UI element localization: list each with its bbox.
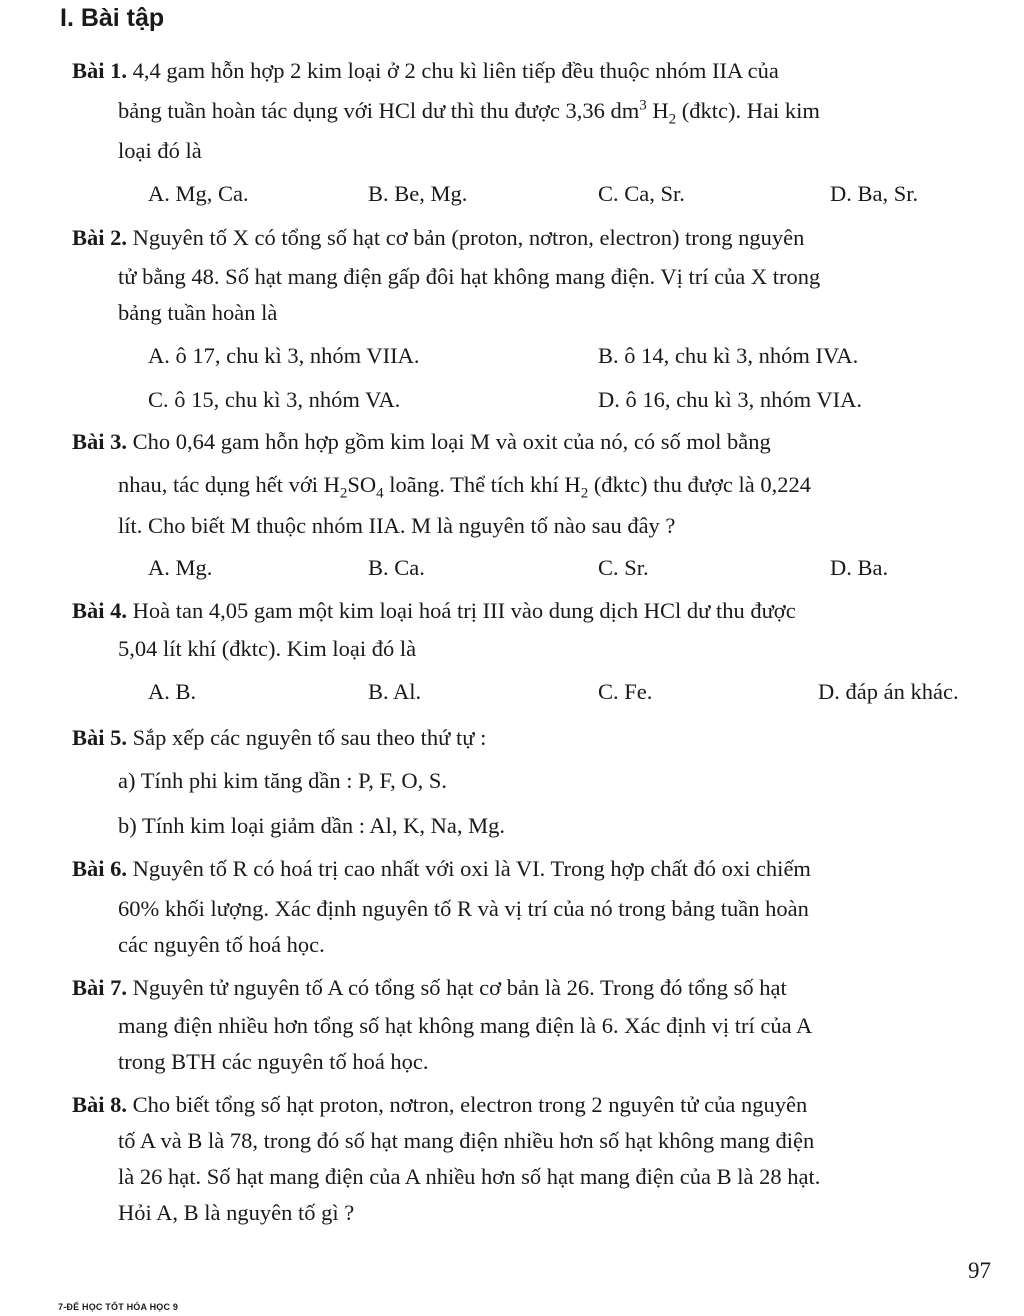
- exercise-4-label: Bài 4.: [72, 598, 128, 623]
- exercise-3-sub-3: 2: [580, 485, 589, 502]
- exercise-7-line-2: mang điện nhiều hơn tổng số hạt không mang điện là 6. Xác định vị trí của A: [118, 1013, 813, 1038]
- exercise-2-option-d: D. ô 16, chu kì 3, nhóm VIA.: [598, 387, 862, 412]
- exercise-3-text: Cho 0,64 gam hỗn hợp gồm kim loại M và oxit của nó, có số mol bằng: [132, 429, 771, 454]
- exercise-6-line-2: 60% khối lượng. Xác định nguyên tố R và vị trí của nó trong bảng tuần hoàn: [118, 896, 809, 921]
- exercise-6-label: Bài 6.: [72, 856, 128, 881]
- exercise-8-line-1: [72, 1094, 807, 1117]
- exercise-4-option-c: C. Fe.: [598, 679, 653, 704]
- exercise-1-sub: 2: [668, 111, 677, 128]
- exercise-1-option-d: D. Ba, Sr.: [830, 181, 919, 206]
- exercise-2-option-c: C. ô 15, chu kì 3, nhóm VA.: [148, 387, 401, 412]
- exercise-3-text-c: loãng. Thể tích khí H: [383, 472, 581, 497]
- exercise-3-line-2: [118, 472, 811, 502]
- exercise-3-option-c: C. Sr.: [598, 555, 649, 580]
- exercise-7-line-1: [72, 977, 787, 1000]
- exercise-3-option-a: A. Mg.: [148, 555, 213, 580]
- exercise-3-label: Bài 3.: [72, 429, 128, 454]
- exercise-8-label: Bài 8.: [72, 1092, 128, 1117]
- exercise-3-text-b: SO: [347, 472, 377, 497]
- exercise-3-sub-1: 2: [339, 485, 348, 502]
- exercise-8-text: Cho biết tổng số hạt proton, nơtron, electron trong 2 nguyên tử của nguyên: [132, 1092, 808, 1117]
- exercise-1-text-b: H: [646, 98, 669, 123]
- exercise-4-text: Hoà tan 4,05 gam một kim loại hoá trị III vào dung dịch HCl dư thu được: [132, 598, 796, 623]
- exercise-2-option-a: A. ô 17, chu kì 3, nhóm VIIA.: [148, 343, 420, 368]
- exercise-7-text: Nguyên tử nguyên tố A có tổng số hạt cơ bản là 26. Trong đó tổng số hạt: [132, 975, 787, 1000]
- exercise-1-option-b: B. Be, Mg.: [368, 181, 468, 206]
- exercise-7-label: Bài 7.: [72, 975, 128, 1000]
- exercise-1-text-a: bảng tuần hoàn tác dụng với HCl dư thì thu được 3,36 dm: [118, 98, 640, 123]
- exercise-5-part-b: b) Tính kim loại giảm dần : Al, K, Na, Mg.: [118, 813, 506, 838]
- exercise-4-line-2: 5,04 lít khí (đktc). Kim loại đó là: [118, 636, 417, 661]
- exercise-5-line-1: [72, 727, 486, 750]
- exercise-1-line-1: [72, 60, 779, 83]
- exercise-6-line-1: [72, 858, 811, 881]
- exercise-6-line-3: các nguyên tố hoá học.: [118, 932, 325, 957]
- exercise-5-part-a: a) Tính phi kim tăng dần : P, F, O, S.: [118, 768, 448, 793]
- exercise-1-sup: 3: [639, 97, 647, 114]
- exercise-1-option-a: A. Mg, Ca.: [148, 181, 249, 206]
- footer-text: 7-ĐỂ HỌC TỐT HÓA HỌC 9: [58, 1302, 179, 1312]
- exercise-2-line-2: tử bằng 48. Số hạt mang điện gấp đôi hạt không mang điện. Vị trí của X trong: [118, 264, 821, 289]
- exercise-8-line-3: là 26 hạt. Số hạt mang điện của A nhiều hơn số hạt mang điện của B là 28 hạt.: [118, 1164, 821, 1189]
- exercise-3-option-d: D. Ba.: [830, 555, 889, 580]
- exercise-1-label: Bài 1.: [72, 58, 128, 83]
- section-heading: I. Bài tập: [60, 4, 165, 32]
- exercise-2-line-1: [72, 227, 804, 250]
- exercise-5-label: Bài 5.: [72, 725, 128, 750]
- exercise-1-line-3: loại đó là: [118, 138, 202, 163]
- exercise-2-text: Nguyên tố X có tổng số hạt cơ bản (proton, nơtron, electron) trong nguyên: [132, 225, 805, 250]
- exercise-8-line-2: tố A và B là 78, trong đó số hạt mang điện nhiều hơn số hạt không mang điện: [118, 1128, 815, 1153]
- exercise-6-text: Nguyên tố R có hoá trị cao nhất với oxi là VI. Trong hợp chất đó oxi chiếm: [132, 856, 811, 881]
- exercise-4-option-b: B. Al.: [368, 679, 422, 704]
- exercise-2-line-3: bảng tuần hoàn là: [118, 300, 278, 325]
- exercise-5-text: Sắp xếp các nguyên tố sau theo thứ tự :: [132, 725, 487, 750]
- exercise-3-text-a: nhau, tác dụng hết với H: [118, 472, 340, 497]
- exercise-7-line-3: trong BTH các nguyên tố hoá học.: [118, 1049, 429, 1074]
- exercise-3-line-1: [72, 431, 771, 454]
- exercise-3-text-d: (đktc) thu được là 0,224: [588, 472, 811, 497]
- exercise-2-option-b: B. ô 14, chu kì 3, nhóm IVA.: [598, 343, 859, 368]
- exercise-4-line-1: [72, 600, 796, 623]
- exercise-2-label: Bài 2.: [72, 225, 128, 250]
- exercise-4-option-a: A. B.: [148, 679, 197, 704]
- exercise-1-text-c: (đktc). Hai kim: [676, 98, 820, 123]
- exercise-8-line-4: Hỏi A, B là nguyên tố gì ?: [118, 1200, 355, 1225]
- exercise-3-sub-2: 4: [376, 485, 384, 502]
- exercise-1-line-2: [118, 97, 820, 128]
- page-number: 97: [968, 1258, 991, 1283]
- exercise-1-text: 4,4 gam hỗn hợp 2 kim loại ở 2 chu kì liên tiếp đều thuộc nhóm IIA của: [132, 58, 779, 83]
- exercise-3-option-b: B. Ca.: [368, 555, 425, 580]
- exercise-1-option-c: C. Ca, Sr.: [598, 181, 685, 206]
- exercise-3-line-3: lít. Cho biết M thuộc nhóm IIA. M là nguyên tố nào sau đây ?: [118, 513, 676, 538]
- exercise-4-option-d: D. đáp án khác.: [818, 679, 959, 704]
